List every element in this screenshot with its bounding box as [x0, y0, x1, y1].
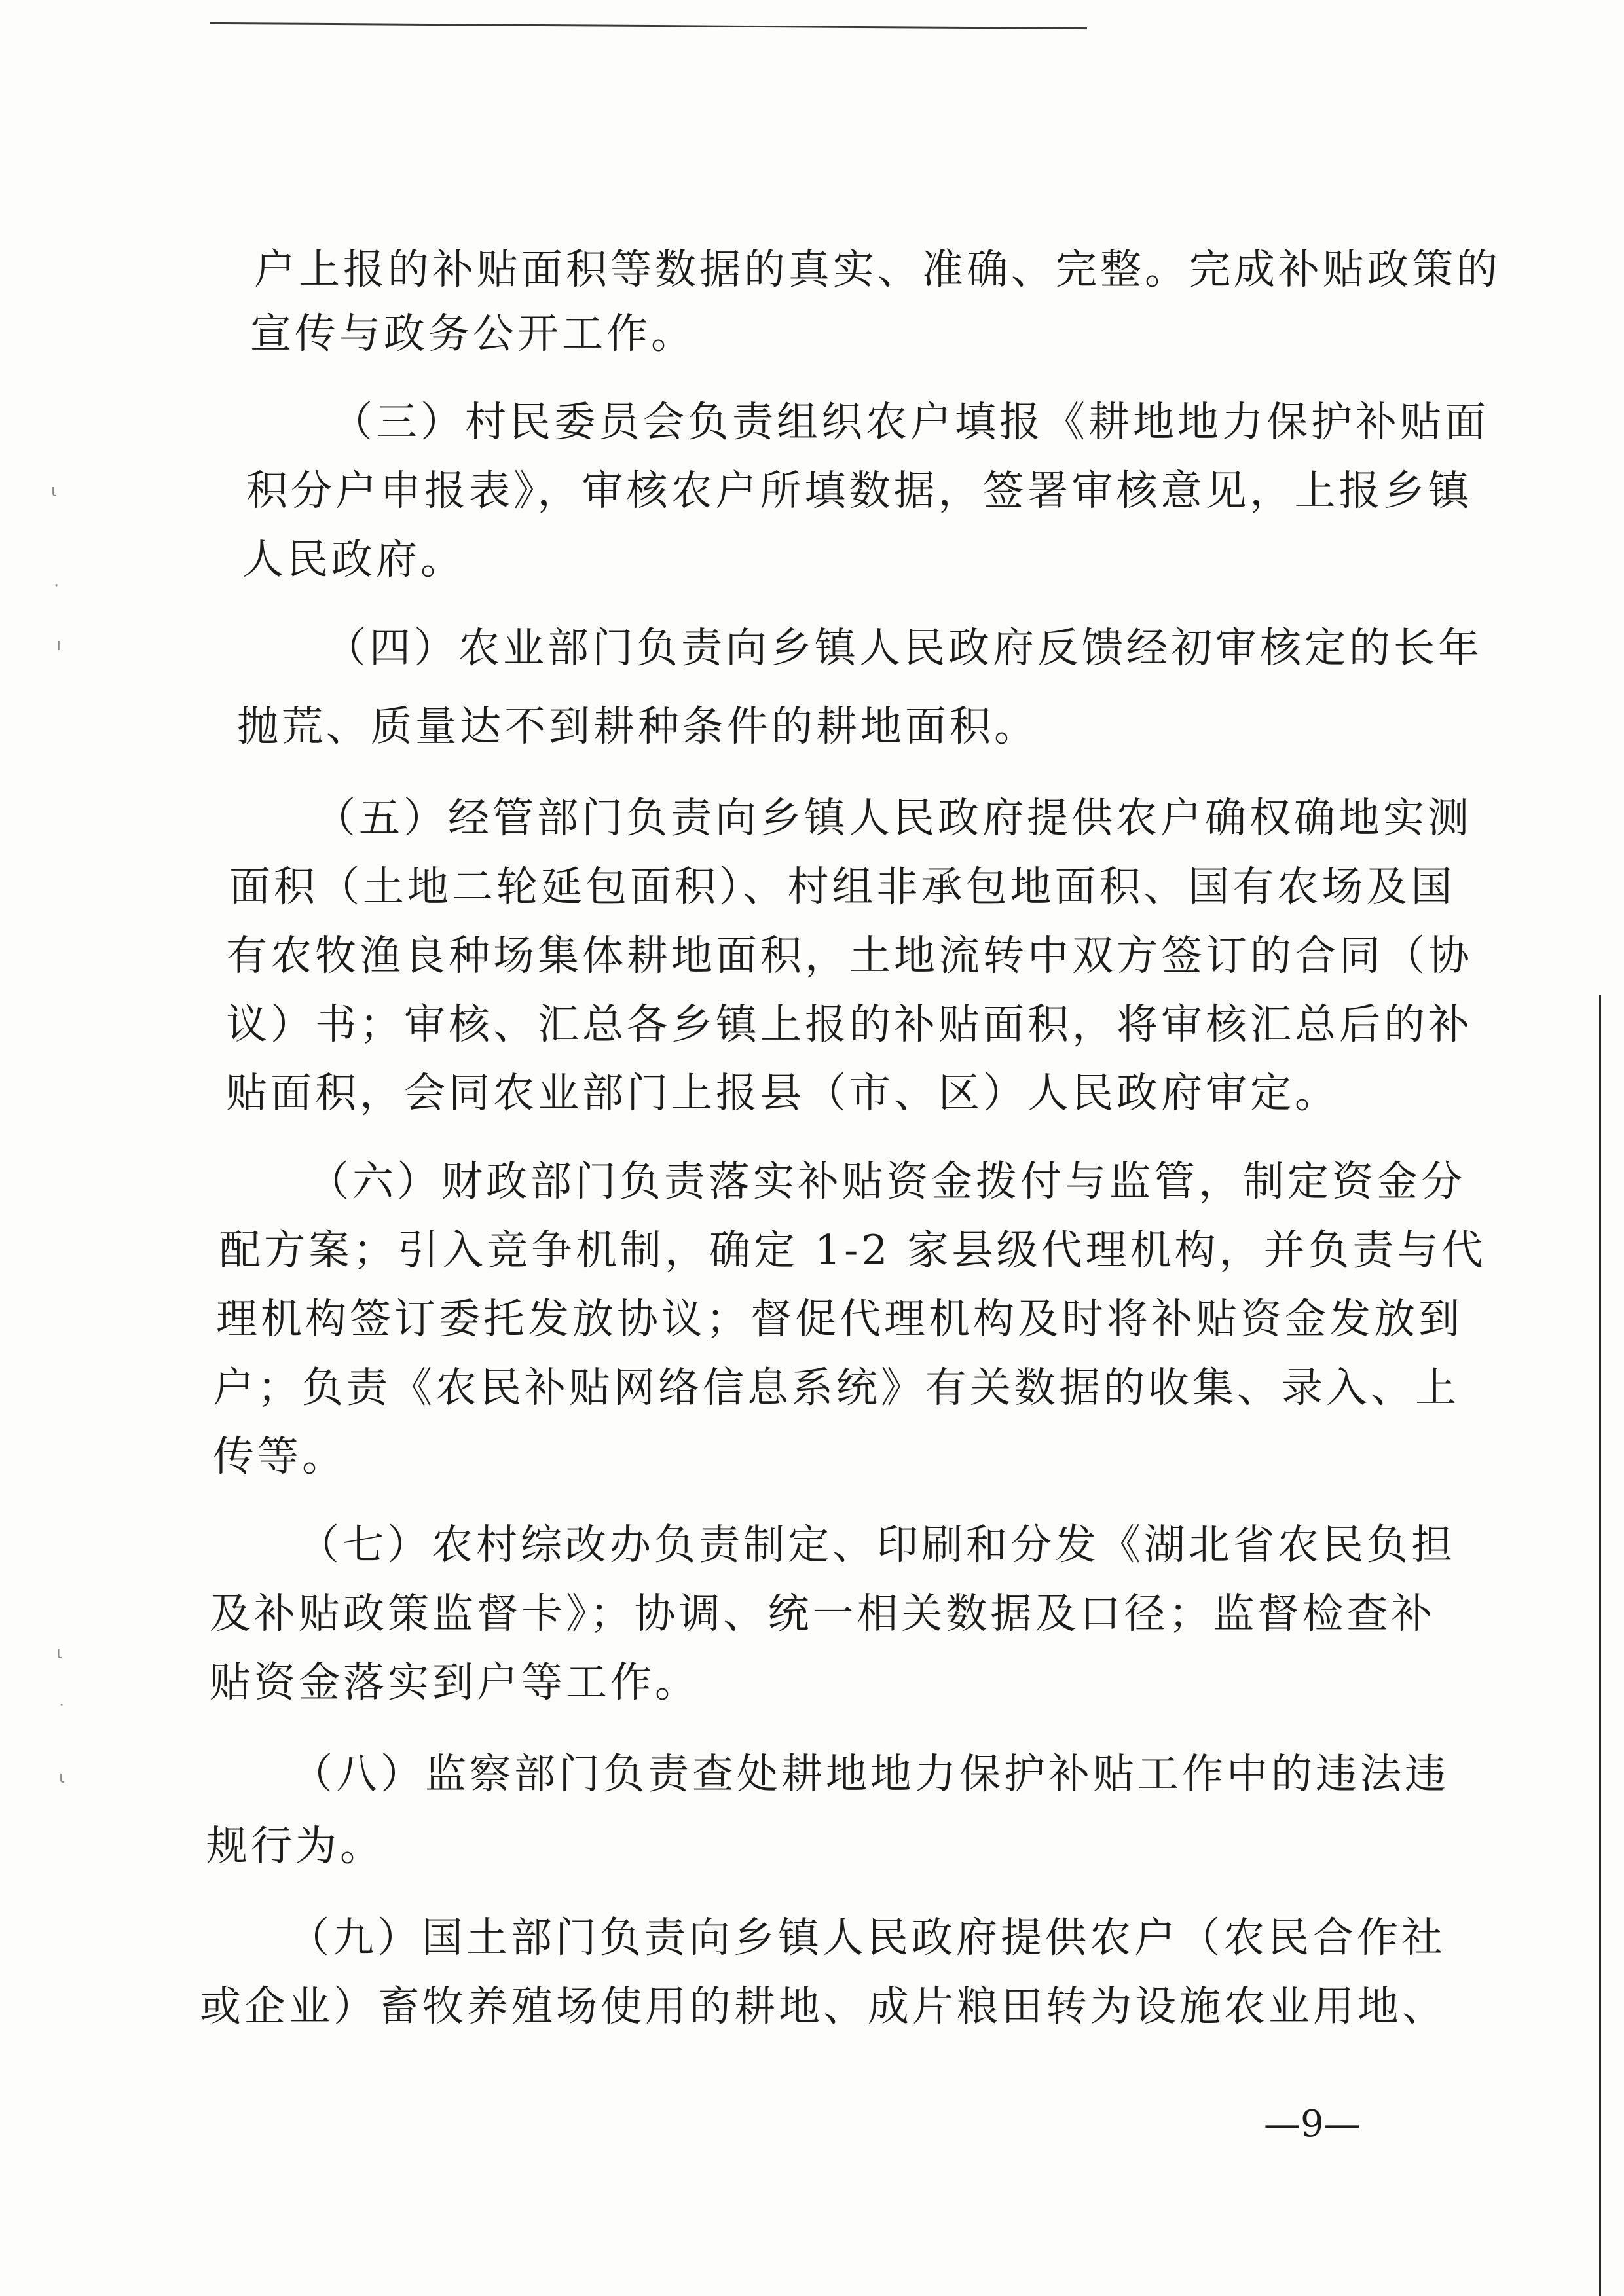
text-line: 配方案；引入竞争机制，确定 1-2 家县级代理机构，并负责与代 — [219, 1226, 1486, 1274]
text-line: 户上报的补贴面积等数据的真实、准确、完整。完成补贴政策的 — [254, 246, 1501, 293]
text-line: （八）监察部门负责查处耕地地力保护补贴工作中的违法违 — [291, 1750, 1449, 1798]
text-line: 及补贴政策监督卡》；协调、统一相关数据及口径；监督检查补 — [210, 1590, 1436, 1637]
scan-speck: ι — [56, 1643, 62, 1663]
text-line: 面积（土地二轮延包面积）、村组非承包地面积、国有农场及国 — [229, 863, 1456, 911]
text-line: （六）财政部门负责落实补贴资金拨付与监管，制定资金分 — [308, 1157, 1466, 1205]
page-number: —9— — [1264, 2103, 1361, 2145]
text-line: （九）国土部门负责向乡镇人民政府提供农户（农民合作社 — [288, 1914, 1446, 1961]
text-line: 传等。 — [213, 1432, 346, 1480]
scan-speck: ı — [56, 635, 62, 655]
text-line: （五）经管部门负责向乡镇人民政府提供农户确权确地实测 — [314, 794, 1472, 842]
text-line: 或企业）畜牧养殖场使用的耕地、成片粮田转为设施农业用地、 — [200, 1982, 1447, 2030]
text-line: 规行为。 — [206, 1822, 384, 1870]
text-line: 议）书；审核、汇总各乡镇上报的补贴面积，将审核汇总后的补 — [226, 1000, 1473, 1048]
text-line: 人民政府。 — [242, 536, 465, 583]
scan-speck: ι — [59, 1768, 65, 1787]
scan-edge-line — [1599, 995, 1601, 2296]
text-line: 户；负责《农民补贴网络信息系统》有关数据的收集、录入、上 — [213, 1364, 1460, 1412]
text-line: （三）村民委员会负责组织农户填报《耕地地力保护补贴面 — [331, 398, 1489, 446]
text-line: 积分户申报表》，审核农户所填数据，签署审核意见，上报乡镇 — [246, 467, 1473, 515]
text-line: 有农牧渔良种场集体耕地面积，土地流转中双方签订的合同（协 — [226, 932, 1473, 979]
scan-speck: · — [59, 1696, 65, 1715]
text-line: 贴面积，会同农业部门上报县（市、区）人民政府审定。 — [226, 1069, 1339, 1117]
scan-speck: ι — [51, 481, 57, 501]
text-line: 宣传与政务公开工作。 — [250, 310, 695, 357]
scan-speck: · — [54, 576, 60, 596]
text-line: （七）农村综改办负责制定、印刷和分发《湖北省农民负担 — [298, 1521, 1456, 1569]
top-rule — [210, 22, 1087, 29]
text-line: 贴资金落实到户等工作。 — [210, 1658, 699, 1706]
text-line: （四）农业部门负责向乡镇人民政府反馈经初审核定的长年 — [325, 624, 1483, 672]
text-line: 理机构签订委托发放协议；督促代理机构及时将补贴资金发放到 — [216, 1295, 1463, 1343]
text-line: 抛荒、质量达不到耕种条件的耕地面积。 — [237, 702, 1039, 750]
